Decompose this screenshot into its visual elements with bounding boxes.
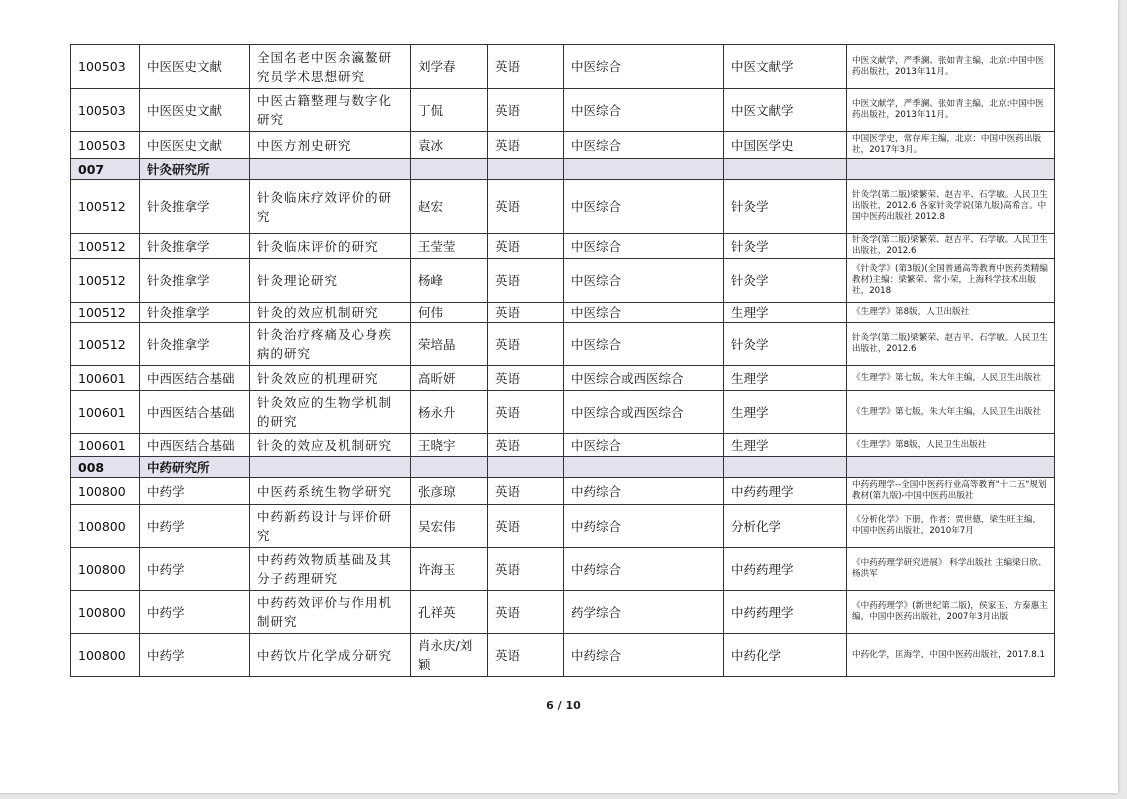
exam-subject-2-cell: 中药药理学: [724, 591, 847, 634]
reference-book-cell: 中药化学，匡海学，中国中医药出版社，2017.8.1: [847, 634, 1055, 677]
empty-cell: [411, 457, 488, 478]
table-row: [71, 634, 1055, 677]
table-row: [71, 323, 1055, 366]
course-code-cell: 100503: [71, 45, 140, 89]
section-name-cell: 针灸研究所: [140, 159, 250, 180]
exam-subject-1-cell: 中医综合: [564, 323, 724, 366]
reference-book-cell: 《生理学》第七版，朱大年主编，人民卫生出版社: [847, 391, 1055, 434]
research-direction-cell: 中药药效物质基础及其分子药理研究: [250, 548, 411, 591]
research-direction-cell: 针灸的效应机制研究: [250, 303, 411, 323]
course-code-cell: 100503: [71, 89, 140, 132]
course-code-cell: 100800: [71, 478, 140, 505]
empty-cell: [847, 159, 1055, 180]
empty-cell: [564, 159, 724, 180]
major-cell: 针灸推拿学: [140, 180, 250, 234]
tutor-cell: 刘学春: [411, 45, 488, 89]
course-code-cell: 100512: [71, 259, 140, 303]
section-header-row: [71, 159, 1055, 180]
reference-book-cell: 《针灸学》(第3版)(全国普通高等教育中医药类精编教材)主编：梁繁荣、常小荣，上海科学技术出版社，2018: [847, 259, 1055, 303]
foreign-language-cell: 英语: [488, 634, 564, 677]
exam-subject-2-cell: 针灸学: [724, 259, 847, 303]
foreign-language-cell: 英语: [488, 234, 564, 259]
research-direction-cell: 中医方剂史研究: [250, 132, 411, 159]
exam-subject-2-cell: 针灸学: [724, 234, 847, 259]
research-direction-cell: 针灸的效应及机制研究: [250, 434, 411, 457]
exam-subject-1-cell: 中医综合: [564, 303, 724, 323]
exam-subject-2-cell: 中药化学: [724, 634, 847, 677]
reference-book-cell: 《生理学》第8版，人民卫生出版社: [847, 434, 1055, 457]
reference-book-cell: 中医文献学，严季澜、张如青主编，北京:中国中医药出版社，2013年11月。: [847, 89, 1055, 132]
tutor-cell: 吴宏伟: [411, 505, 488, 548]
tutor-cell: 张彦琼: [411, 478, 488, 505]
tutor-cell: 高昕妍: [411, 366, 488, 391]
section-name-cell: 中药研究所: [140, 457, 250, 478]
tutor-cell: 赵宏: [411, 180, 488, 234]
course-code-cell: 100800: [71, 591, 140, 634]
reference-book-cell: 《分析化学》下册，作者：贾世德，梁生旺主编，中国中医药出版社，2010年7月: [847, 505, 1055, 548]
foreign-language-cell: 英语: [488, 548, 564, 591]
exam-subject-1-cell: 中医综合: [564, 234, 724, 259]
research-direction-cell: 针灸治疗疼痛及心身疾病的研究: [250, 323, 411, 366]
research-direction-cell: 中药新药设计与评价研究: [250, 505, 411, 548]
foreign-language-cell: 英语: [488, 323, 564, 366]
table-row: [71, 132, 1055, 159]
enrollment-table: [70, 44, 1055, 677]
exam-subject-1-cell: 中药综合: [564, 505, 724, 548]
major-cell: 中药学: [140, 591, 250, 634]
course-code-cell: 100601: [71, 434, 140, 457]
exam-subject-1-cell: 中医综合: [564, 434, 724, 457]
research-direction-cell: 针灸效应的生物学机制的研究: [250, 391, 411, 434]
reference-book-cell: 针灸学(第二版)梁繁荣、赵吉平、石学敏。人民卫生出版社，2012.6: [847, 234, 1055, 259]
major-cell: 针灸推拿学: [140, 259, 250, 303]
exam-subject-1-cell: 药学综合: [564, 591, 724, 634]
table-row: [71, 259, 1055, 303]
exam-subject-1-cell: 中药综合: [564, 634, 724, 677]
major-cell: 针灸推拿学: [140, 323, 250, 366]
course-code-cell: 100601: [71, 391, 140, 434]
empty-cell: [250, 457, 411, 478]
table-row: [71, 366, 1055, 391]
tutor-cell: 袁冰: [411, 132, 488, 159]
foreign-language-cell: 英语: [488, 434, 564, 457]
foreign-language-cell: 英语: [488, 45, 564, 89]
exam-subject-2-cell: 针灸学: [724, 323, 847, 366]
foreign-language-cell: 英语: [488, 89, 564, 132]
tutor-cell: 杨峰: [411, 259, 488, 303]
exam-subject-2-cell: 针灸学: [724, 180, 847, 234]
table-row: [71, 548, 1055, 591]
empty-cell: [411, 159, 488, 180]
course-code-cell: 100512: [71, 323, 140, 366]
tutor-cell: 荣培晶: [411, 323, 488, 366]
course-code-cell: 100512: [71, 303, 140, 323]
empty-cell: [488, 457, 564, 478]
table-row: [71, 180, 1055, 234]
exam-subject-2-cell: 生理学: [724, 434, 847, 457]
empty-cell: [724, 159, 847, 180]
foreign-language-cell: 英语: [488, 259, 564, 303]
research-direction-cell: 中医药系统生物学研究: [250, 478, 411, 505]
course-code-cell: 100800: [71, 634, 140, 677]
foreign-language-cell: 英语: [488, 505, 564, 548]
major-cell: 中医医史文献: [140, 132, 250, 159]
exam-subject-2-cell: 中药药理学: [724, 478, 847, 505]
research-direction-cell: 针灸效应的机理研究: [250, 366, 411, 391]
reference-book-cell: 针灸学(第二版)梁繁荣、赵吉平、石学敏。人民卫生出版社，2012.6 各家针灸学说(第九版)高希言。中国中医药出版社 2012.8: [847, 180, 1055, 234]
research-direction-cell: 针灸临床评价的研究: [250, 234, 411, 259]
tutor-cell: 肖永庆/刘颖: [411, 634, 488, 677]
table-row: [71, 303, 1055, 323]
table-row: [71, 505, 1055, 548]
foreign-language-cell: 英语: [488, 366, 564, 391]
reference-book-cell: 《中药药理学研究进展》 科学出版社 主编梁日欣、杨洪军: [847, 548, 1055, 591]
research-direction-cell: 中医古籍整理与数字化研究: [250, 89, 411, 132]
table-row: [71, 45, 1055, 89]
major-cell: 中西医结合基础: [140, 391, 250, 434]
section-code-cell: 008: [71, 457, 140, 478]
empty-cell: [847, 457, 1055, 478]
table-row: [71, 478, 1055, 505]
exam-subject-2-cell: 中医文献学: [724, 45, 847, 89]
exam-subject-2-cell: 中医文献学: [724, 89, 847, 132]
foreign-language-cell: 英语: [488, 478, 564, 505]
research-direction-cell: 中药饮片化学成分研究: [250, 634, 411, 677]
empty-cell: [250, 159, 411, 180]
table-row: [71, 89, 1055, 132]
exam-subject-2-cell: 分析化学: [724, 505, 847, 548]
tutor-cell: 孔祥英: [411, 591, 488, 634]
exam-subject-1-cell: 中医综合: [564, 259, 724, 303]
exam-subject-1-cell: 中医综合或西医综合: [564, 391, 724, 434]
major-cell: 中医医史文献: [140, 45, 250, 89]
course-code-cell: 100512: [71, 234, 140, 259]
exam-subject-1-cell: 中医综合: [564, 45, 724, 89]
empty-cell: [724, 457, 847, 478]
major-cell: 中药学: [140, 634, 250, 677]
major-cell: 中西医结合基础: [140, 434, 250, 457]
exam-subject-1-cell: 中药综合: [564, 478, 724, 505]
reference-book-cell: 《生理学》第8版，人卫出版社: [847, 303, 1055, 323]
reference-book-cell: 中医文献学，严季澜、张如青主编，北京:中国中医药出版社，2013年11月。: [847, 45, 1055, 89]
reference-book-cell: 中药药理学--全国中医药行业高等教育"十二五"规划教材(第九版)-中国中医药出版社: [847, 478, 1055, 505]
major-cell: 针灸推拿学: [140, 234, 250, 259]
reference-book-cell: 《生理学》第七版，朱大年主编，人民卫生出版社: [847, 366, 1055, 391]
exam-subject-2-cell: 生理学: [724, 366, 847, 391]
foreign-language-cell: 英语: [488, 180, 564, 234]
table-row: [71, 234, 1055, 259]
tutor-cell: 许海玉: [411, 548, 488, 591]
exam-subject-1-cell: 中医综合或西医综合: [564, 366, 724, 391]
empty-cell: [564, 457, 724, 478]
research-direction-cell: 全国名老中医余瀛鳌研究员学术思想研究: [250, 45, 411, 89]
reference-book-cell: 针灸学(第二版)梁繁荣、赵吉平、石学敏。人民卫生出版社，2012.6: [847, 323, 1055, 366]
foreign-language-cell: 英语: [488, 303, 564, 323]
major-cell: 针灸推拿学: [140, 303, 250, 323]
course-code-cell: 100512: [71, 180, 140, 234]
course-code-cell: 100601: [71, 366, 140, 391]
reference-book-cell: 《中药药理学》(新世纪第二版)，侯家玉、方泰惠主编，中国中医药出版社，2007年3月出版: [847, 591, 1055, 634]
tutor-cell: 丁侃: [411, 89, 488, 132]
table-row: [71, 591, 1055, 634]
page-number: 6 / 10: [546, 699, 581, 712]
tutor-cell: 何伟: [411, 303, 488, 323]
research-direction-cell: 针灸临床疗效评价的研究: [250, 180, 411, 234]
exam-subject-2-cell: 生理学: [724, 391, 847, 434]
major-cell: 中药学: [140, 505, 250, 548]
research-direction-cell: 针灸理论研究: [250, 259, 411, 303]
table-body: [71, 45, 1055, 677]
empty-cell: [488, 159, 564, 180]
section-header-row: [71, 457, 1055, 478]
tutor-cell: 杨永升: [411, 391, 488, 434]
foreign-language-cell: 英语: [488, 391, 564, 434]
exam-subject-2-cell: 中国医学史: [724, 132, 847, 159]
section-code-cell: 007: [71, 159, 140, 180]
exam-subject-2-cell: 中药药理学: [724, 548, 847, 591]
exam-subject-1-cell: 中药综合: [564, 548, 724, 591]
major-cell: 中药学: [140, 548, 250, 591]
foreign-language-cell: 英语: [488, 591, 564, 634]
exam-subject-2-cell: 生理学: [724, 303, 847, 323]
course-code-cell: 100800: [71, 548, 140, 591]
major-cell: 中药学: [140, 478, 250, 505]
exam-subject-1-cell: 中医综合: [564, 180, 724, 234]
course-code-cell: 100503: [71, 132, 140, 159]
research-direction-cell: 中药药效评价与作用机制研究: [250, 591, 411, 634]
major-cell: 中医医史文献: [140, 89, 250, 132]
table-row: [71, 434, 1055, 457]
exam-subject-1-cell: 中医综合: [564, 89, 724, 132]
exam-subject-1-cell: 中医综合: [564, 132, 724, 159]
reference-book-cell: 中国医学史，常存库主编，北京：中国中医药出版社，2017年3月。: [847, 132, 1055, 159]
tutor-cell: 王莹莹: [411, 234, 488, 259]
table-row: [71, 391, 1055, 434]
foreign-language-cell: 英语: [488, 132, 564, 159]
major-cell: 中西医结合基础: [140, 366, 250, 391]
tutor-cell: 王晓宇: [411, 434, 488, 457]
course-code-cell: 100800: [71, 505, 140, 548]
